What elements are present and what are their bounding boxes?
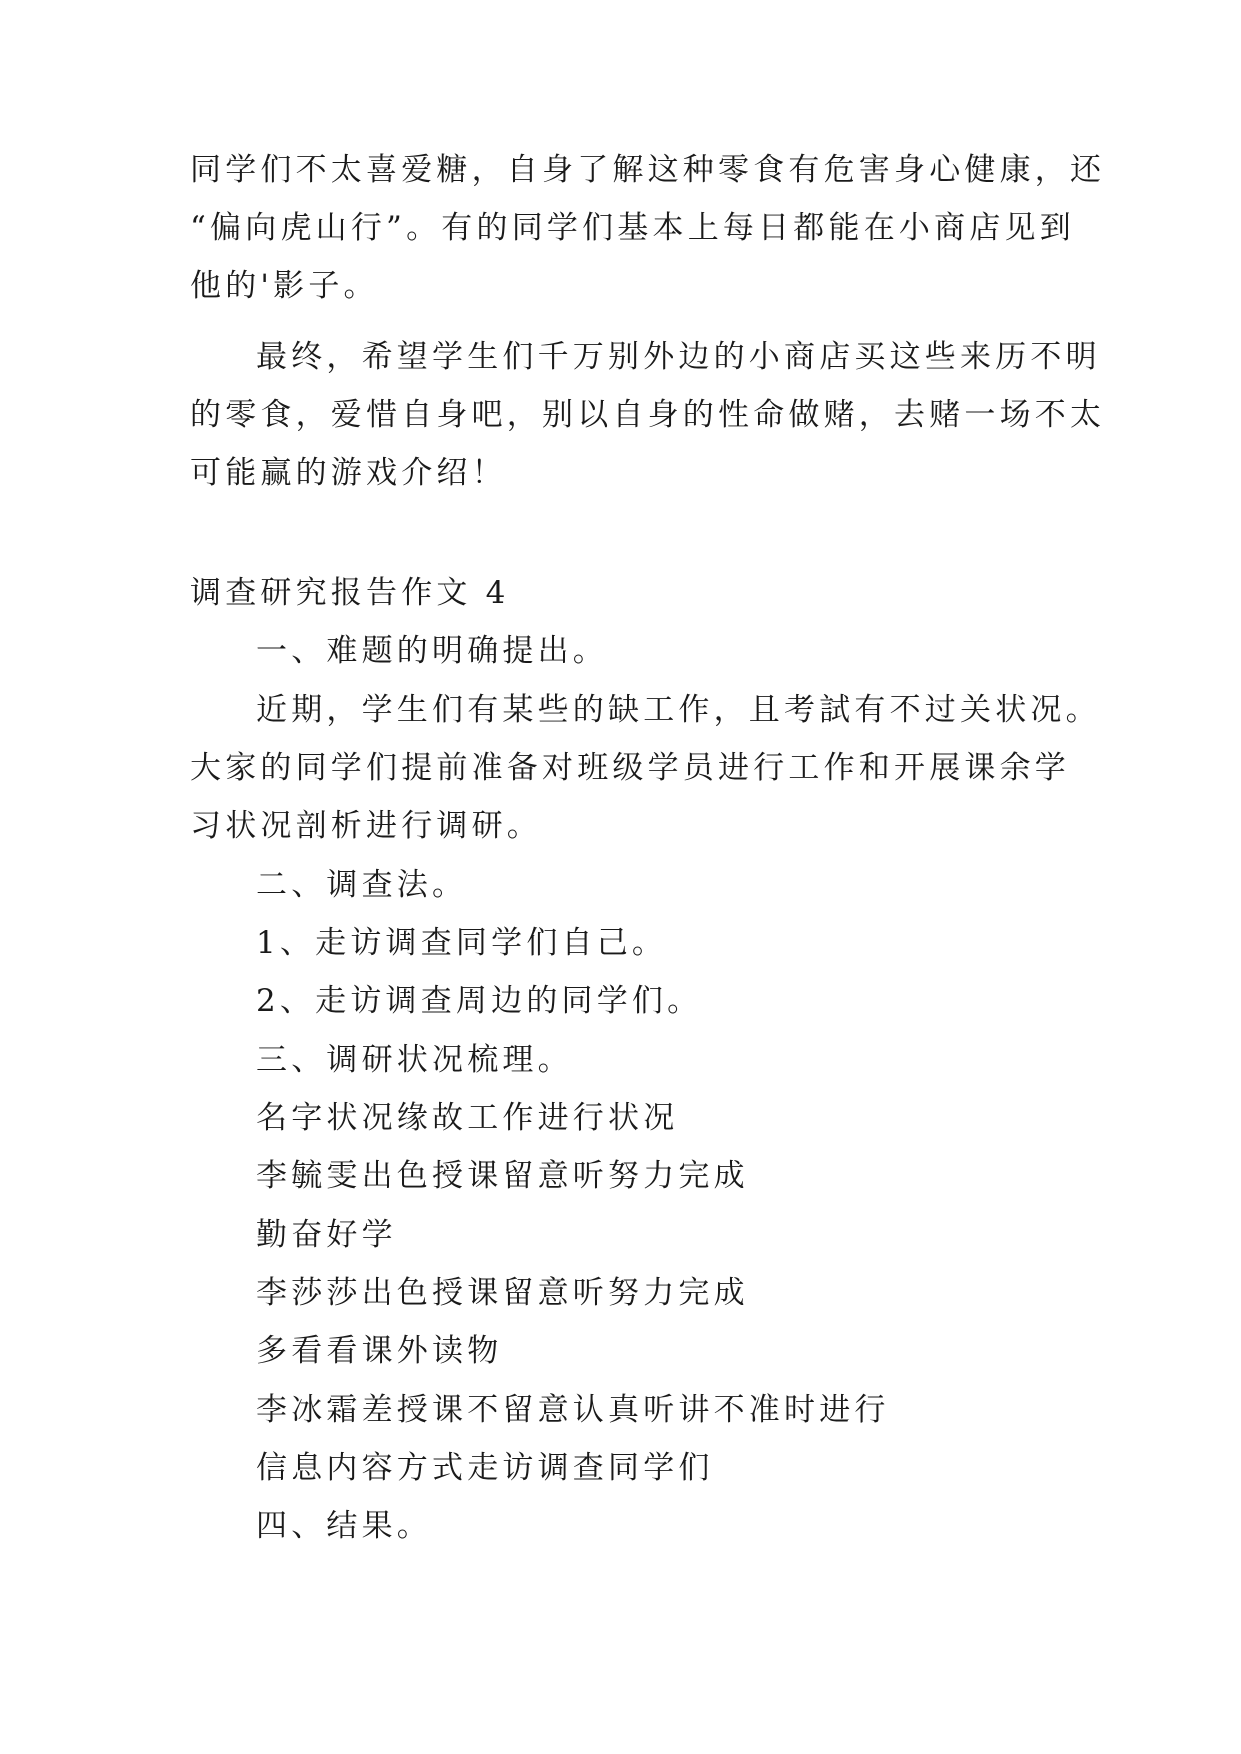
paragraph-line: 大家的同学们提前准备对班级学员进行工作和开展课余学 bbox=[190, 750, 1070, 786]
paragraph-line: 近期，学生们有某些的缺工作，且考試有不过关状况。 bbox=[256, 692, 1101, 728]
paragraph-line: 他的'影子。 bbox=[190, 268, 379, 304]
paragraph-line: 最终，希望学生们千万别外边的小商店买这些来历不明 bbox=[256, 339, 1101, 375]
list-item: 李毓雯出色授课留意听努力完成 bbox=[256, 1158, 749, 1194]
paragraph-line: 同学们不太喜爱糖，自身了解这种零食有危害身心健康，还 bbox=[190, 152, 1106, 188]
section-heading: 调查研究报告作文 4 bbox=[190, 575, 510, 611]
list-item: 一、难题的明确提出。 bbox=[256, 633, 608, 669]
list-item: 李莎莎出色授课留意听努力完成 bbox=[256, 1275, 749, 1311]
list-item: 二、调查法。 bbox=[256, 867, 468, 903]
list-item: 勤奋好学 bbox=[256, 1217, 397, 1253]
paragraph-line: 的零食，爱惜自身吧，别以自身的性命做赌，去赌一场不太 bbox=[190, 397, 1106, 433]
list-item: 1、走访调查同学们自己。 bbox=[256, 925, 668, 961]
paragraph-line: “偏向虎山行”。有的同学们基本上每日都能在小商店见到 bbox=[190, 210, 1075, 246]
list-item: 信息内容方式走访调查同学们 bbox=[256, 1450, 714, 1486]
list-item: 四、结果。 bbox=[256, 1508, 432, 1544]
paragraph-line: 习状况剖析进行调研。 bbox=[190, 808, 542, 844]
list-item: 2、走访调查周边的同学们。 bbox=[256, 983, 703, 1019]
list-item: 三、调研状况梳理。 bbox=[256, 1042, 573, 1078]
list-item: 李冰霜差授课不留意认真听讲不准时进行 bbox=[256, 1392, 890, 1428]
list-item: 多看看课外读物 bbox=[256, 1333, 503, 1369]
paragraph-line: 可能赢的游戏介绍！ bbox=[190, 455, 507, 491]
list-item: 名字状况缘故工作进行状况 bbox=[256, 1100, 679, 1136]
